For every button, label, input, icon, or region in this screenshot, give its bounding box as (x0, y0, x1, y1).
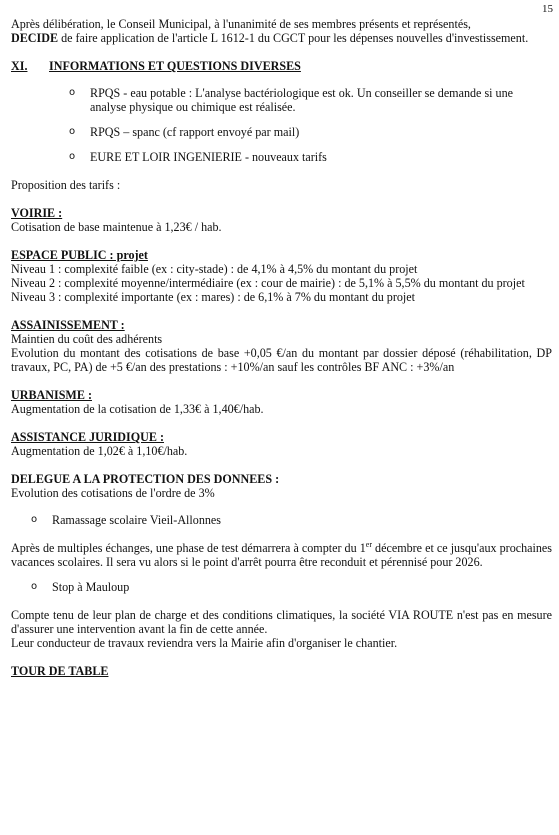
list-item (31, 513, 552, 527)
section-title: INFORMATIONS ET QUESTIONS DIVERSES (49, 59, 301, 73)
section-heading (11, 59, 552, 73)
list-item (69, 125, 552, 139)
voirie-text: Cotisation de base maintenue à 1,23€ / hab. (11, 220, 222, 234)
urbanisme-heading: URBANISME : (11, 388, 92, 402)
assainissement-heading: ASSAINISSEMENT : (11, 318, 125, 332)
bullet-marker: o (31, 514, 38, 525)
espace-public-heading: ESPACE PUBLIC : projet (11, 248, 148, 262)
voirie-heading: VOIRIE : (11, 206, 63, 220)
section-number: XI. (11, 59, 28, 73)
assainissement-line2: Evolution du montant des cotisations de base +0,05 €/an du montant par dossier déposé (réhabilitation, DP travaux, PC, PA) de +5 €/an des prestations : +10%/an sauf les contrôles BF ANC : +3%/an (11, 346, 552, 374)
assistance-juridique-heading: ASSISTANCE JURIDIQUE : (11, 430, 164, 444)
ramassage-bullet: Ramassage scolaire Vieil-Allonnes (52, 513, 221, 527)
document-body (11, 17, 552, 678)
page-number: 15 (542, 3, 553, 15)
delegue-heading: DELEGUE A LA PROTECTION DES DONNEES : (11, 472, 280, 486)
bullet-marker: o (69, 126, 76, 137)
bullet-text-rpqs-eau: RPQS - eau potable : L'analyse bactériologique est ok. Un conseiller se demande si une analyse physique ou chimique est réalisée. (90, 86, 513, 114)
assistance-juridique-text: Augmentation de 1,02€ à 1,10€/hab. (11, 444, 188, 458)
bullet-marker: o (31, 581, 38, 592)
stop-bullet: Stop à Mauloup (52, 580, 130, 594)
intro-paragraph (11, 17, 552, 45)
list-item (69, 86, 552, 114)
stop-text-2: Leur conducteur de travaux reviendra vers la Mairie afin d'organiser le chantier. (11, 636, 398, 650)
bullet-marker: o (69, 151, 76, 162)
list-item (69, 150, 552, 164)
intro-line1: Après délibération, le Conseil Municipal, à l'unanimité de ses membres présents et représentés, (11, 17, 471, 31)
bullet-text-eure-et-loir: EURE ET LOIR INGENIERIE - nouveaux tarifs (90, 150, 327, 164)
proposition-text: Proposition des tarifs : (11, 178, 121, 192)
delegue-text: Evolution des cotisations de l'ordre de 3% (11, 486, 215, 500)
ramassage-text: Après de multiples échanges, une phase de test démarrera à compter du 1er décembre et ce jusqu'aux prochaines vacances scolaires. Il sera vu alors si le point d'arrêt pourra être reconduit et pérennisé pour 2026. (11, 540, 552, 569)
stop-text-1: Compte tenu de leur plan de charge et des conditions climatiques, la société VIA ROUTE n'est pas en mesure d'assurer une intervention avant la fin de cette année. (11, 608, 552, 636)
decide-word: DECIDE (11, 31, 59, 45)
espace-public-level-1: Niveau 1 : complexité faible (ex : city-stade) : de 4,1% à 4,5% du montant du projet (11, 262, 418, 276)
espace-public-level-3: Niveau 3 : complexité importante (ex : mares) : de 6,1% à 7% du montant du projet (11, 290, 416, 304)
bullet-text-rpqs-spanc: RPQS – spanc (cf rapport envoyé par mail) (90, 125, 300, 139)
espace-public-level-2: Niveau 2 : complexité moyenne/intermédiaire (ex : cour de mairie) : de 5,1% à 5,5% du montant du projet (11, 276, 525, 290)
list-item (31, 580, 552, 594)
assainissement-line1: Maintien du coût des adhérents (11, 332, 163, 346)
bullet-marker: o (69, 87, 76, 98)
intro-line2: de faire application de l'article L 1612-1 du CGCT pour les dépenses nouvelles d'investissement. (58, 31, 529, 45)
tour-de-table-heading: TOUR DE TABLE (11, 664, 109, 678)
urbanisme-text: Augmentation de la cotisation de 1,33€ à 1,40€/hab. (11, 402, 264, 416)
